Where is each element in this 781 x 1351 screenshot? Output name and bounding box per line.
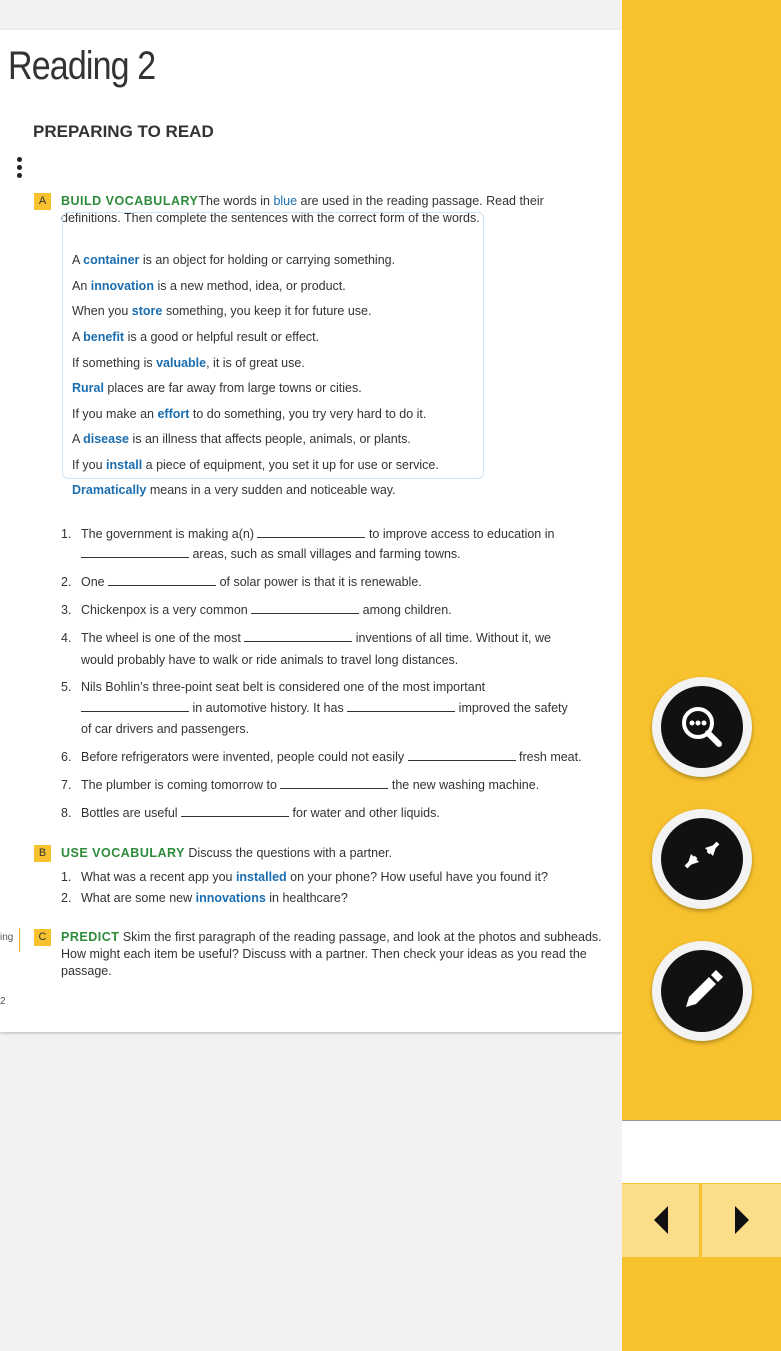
answer-blank[interactable]: [81, 699, 189, 712]
triangle-left-icon: [622, 1184, 699, 1257]
page-title: Reading 2: [8, 44, 156, 88]
pencil-button[interactable]: [652, 941, 752, 1041]
definitions-box: [62, 212, 484, 497]
sentence-3: 3. Chickenpox is a very common among children.: [61, 603, 452, 617]
section-heading: PREPARING TO READ: [33, 122, 214, 141]
definition-item: When you store something, you keep it for future use.: [72, 304, 372, 318]
answer-blank[interactable]: [181, 804, 289, 817]
zoom-icon: [661, 686, 743, 768]
task-b-label: USE VOCABULARY: [61, 846, 185, 860]
task-a-intro-text-2: are used in the reading passage. Read their definitions. Then complete the sentences with the correct form of the words.: [61, 194, 544, 225]
sentence-4-cont: would probably have to walk or ride animals to travel long distances.: [81, 653, 459, 667]
task-b-badge: B: [34, 845, 51, 862]
task-b-instructions: [61, 845, 606, 862]
sentence-5: 5. Nils Bohlin’s three-point seat belt is considered one of the most important: [61, 680, 486, 694]
previous-page-button[interactable]: [622, 1184, 699, 1257]
answer-blank[interactable]: [408, 748, 516, 761]
definition-item: If you install a piece of equipment, you set it up for use or service.: [72, 458, 439, 472]
definition-item: If something is valuable, it is of great use.: [72, 356, 305, 370]
triangle-right-icon: [702, 1184, 781, 1257]
answer-blank[interactable]: [257, 525, 365, 538]
collapse-button[interactable]: [652, 809, 752, 909]
answer-blank[interactable]: [244, 629, 352, 642]
task-a-intro-text: The words in: [198, 194, 274, 208]
sentence-8: 8. Bottles are useful for water and other liquids.: [61, 806, 440, 820]
task-a-label: BUILD VOCABULARY: [61, 194, 199, 208]
sentence-4: 4. The wheel is one of the most inventions of all time. Without it, we: [61, 631, 551, 645]
margin-running-head: ing: [0, 932, 14, 943]
sidebar-panel: [622, 1120, 781, 1183]
sentence-1: 1. The government is making a(n) to improve access to education in: [61, 527, 555, 541]
sentence-6: 6. Before refrigerators were invented, people could not easily fresh meat.: [61, 750, 582, 764]
page-number: 2: [0, 996, 6, 1007]
sentence-7: 7. The plumber is coming tomorrow to the new washing machine.: [61, 778, 540, 792]
task-a-badge: A: [34, 193, 51, 210]
sentence-2: 2. One of solar power is that it is renewable.: [61, 575, 422, 589]
question-2: 2. What are some new innovations in healthcare?: [61, 891, 348, 905]
definition-item: Rural places are far away from large towns or cities.: [72, 381, 362, 395]
answer-blank[interactable]: [280, 776, 388, 789]
task-c-label: PREDICT: [61, 930, 120, 944]
sentence-5-cont-2: of car drivers and passengers.: [81, 722, 250, 736]
definition-item: If you make an effort to do something, you try very hard to do it.: [72, 407, 427, 421]
task-b-intro: Discuss the questions with a partner.: [184, 846, 392, 860]
task-a-blue-word: blue: [273, 194, 298, 208]
answer-blank[interactable]: [251, 601, 359, 614]
collapse-icon: [661, 818, 743, 900]
definition-item: A container is an object for holding or carrying something.: [72, 253, 396, 267]
task-c-instructions: [61, 929, 606, 980]
definition-item: Dramatically means in a very sudden and noticeable way.: [72, 483, 396, 497]
task-c-badge: C: [34, 929, 51, 946]
answer-blank[interactable]: [108, 573, 216, 586]
zoom-button[interactable]: [652, 677, 752, 777]
pencil-icon: [661, 950, 743, 1032]
definition-item: A disease is an illness that affects people, animals, or plants.: [72, 432, 411, 446]
answer-blank[interactable]: [81, 545, 189, 558]
sentence-1-cont: areas, such as small villages and farming towns.: [81, 544, 461, 565]
answer-blank[interactable]: [347, 699, 455, 712]
definition-item: An innovation is a new method, idea, or product.: [72, 279, 346, 293]
question-1: 1. What was a recent app you installed on your phone? How useful have you found it?: [61, 870, 548, 884]
task-c-text: Skim the first paragraph of the reading passage, and look at the photos and subheads. How might each item be useful? Discuss with a partner. Then check your ideas as you read the passage.: [61, 930, 602, 978]
more-options-icon[interactable]: [17, 157, 23, 181]
margin-divider: [19, 928, 20, 952]
sentence-5-cont: in automotive history. It has improved the safety: [81, 698, 568, 719]
definition-item: A benefit is a good or helpful result or effect.: [72, 330, 320, 344]
next-page-button[interactable]: [702, 1184, 781, 1257]
